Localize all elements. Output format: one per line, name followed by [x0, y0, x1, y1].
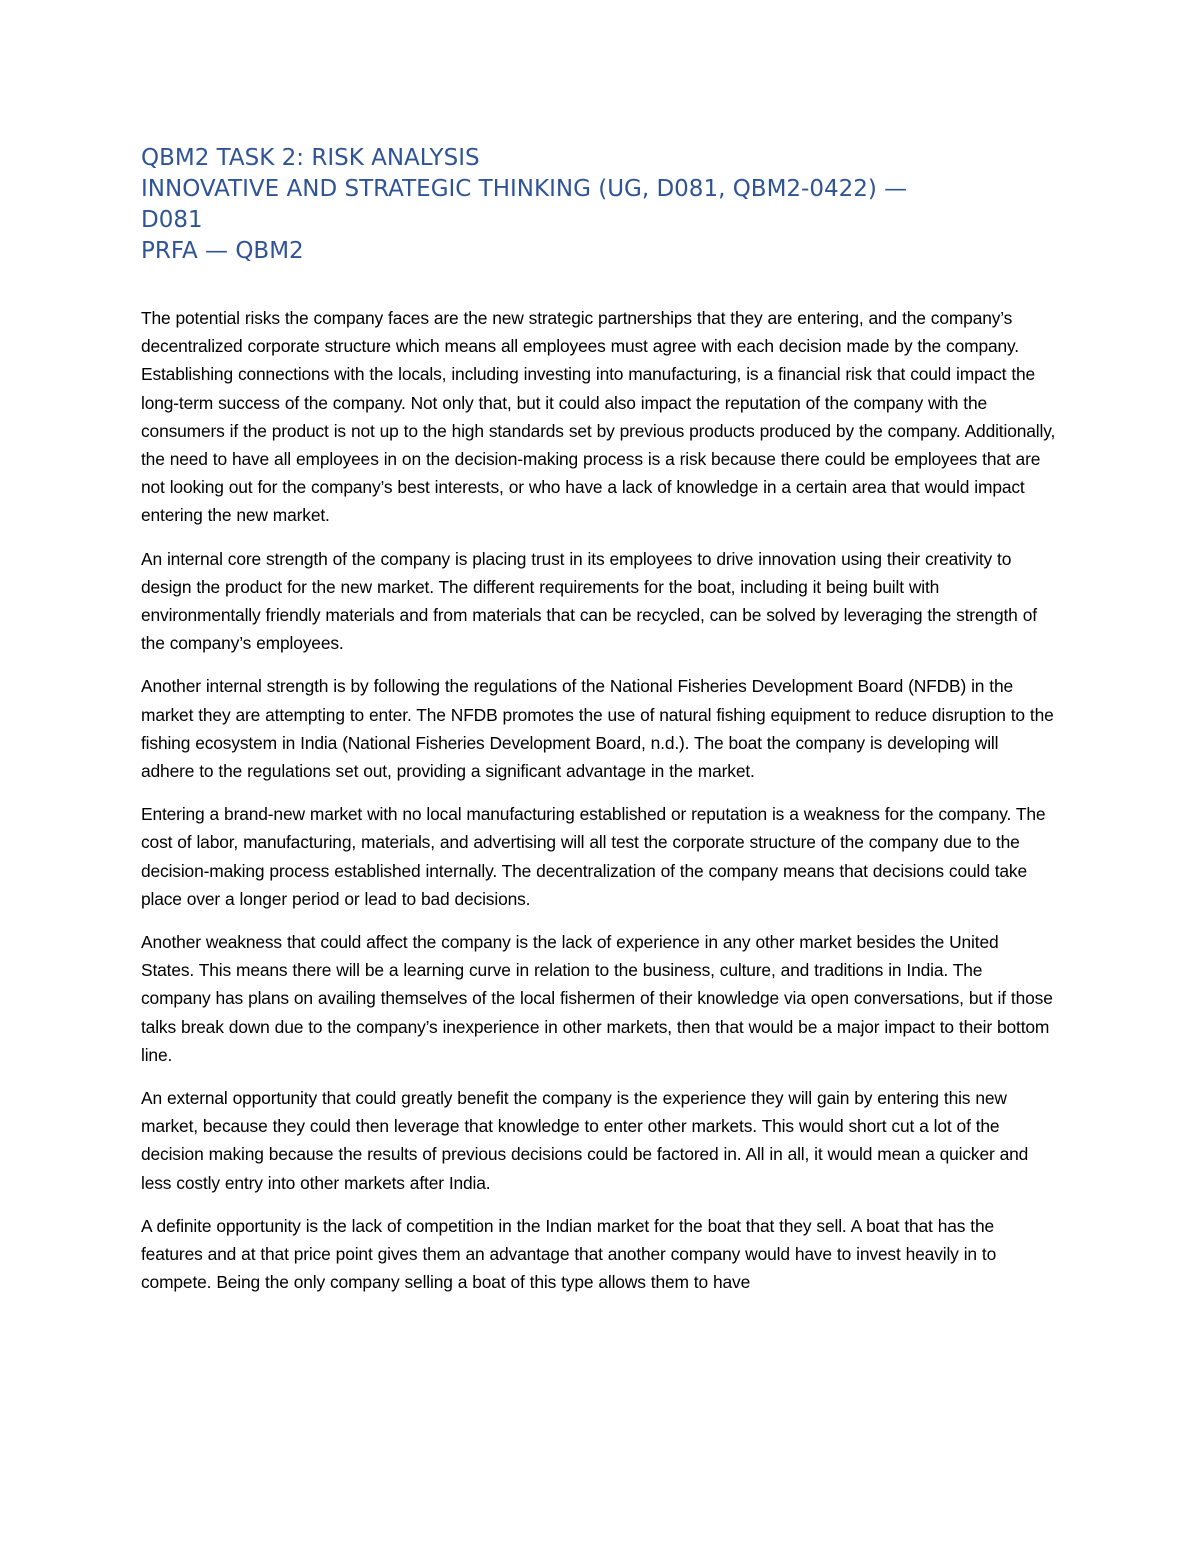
paragraph-internal-strength-regulations: Another internal strength is by following the regulations of the National Fisheries Development Board (NFDB) in the market they are attempting to enter. The NFDB promotes the use of natural fishing equipment to reduce disruption to the fishing ecosystem in India (National Fisheries Development Board, n.d.). The boat the company is developing will adhere to the regulations set out, providing a significant advantage in the market. — [141, 676, 1054, 782]
paragraph-weakness-experience: Another weakness that could affect the company is the lack of experience in any other market besides the United States. This means there will be a learning curve in relation to the business, culture, and traditions in India. The company has plans on availing themselves of the local fishermen of their knowledge via open conversations, but if those talks break down due to the company’s inexperience in other markets, then that would be a major impact to their bottom line. — [141, 932, 1053, 1065]
paragraph-risks: The potential risks the company faces are the new strategic partnerships that they are entering, and the company’s decentralized corporate structure which means all employees must agree with each decision made by the company. Establishing connections with the locals, including investing into manufacturing, is a financial risk that could impact the long-term success of the company. Not only that, but it could also impact the reputation of the company with the consumers if the product is not up to the high standards set by previous products produced by the company. Additionally, the need to have all employees in on the decision-making process is a risk because there could be employees that are not looking out for the company’s best interests, or who have a lack of knowledge in a certain area that would impact entering the new market. — [141, 308, 1056, 526]
title-line: PRFA — QBM2 — [141, 238, 304, 264]
document-title — [141, 143, 1056, 267]
paragraph-opportunity-experience: An external opportunity that could greatly benefit the company is the experience they will gain by entering this new market, because they could then leverage that knowledge to enter other markets. This would short cut a lot of the decision making because the results of previous decisions could be factored in. All in all, it would mean a quicker and less costly entry into other markets after India. — [141, 1088, 1029, 1193]
paragraph-opportunity-competition: A definite opportunity is the lack of competition in the Indian market for the boat that they sell. A boat that has the features and at that price point gives them an advantage that another company would have to invest heavily in to compete. Being the only company selling a boat of this type allows them to have — [141, 1215, 997, 1293]
title-line: INNOVATIVE AND STRATEGIC THINKING (UG, D081, QBM2-0422) — — [141, 176, 908, 202]
title-line: D081 — [141, 207, 203, 233]
title-line: QBM2 TASK 2: RISK ANALYSIS — [141, 145, 480, 171]
document-content — [141, 143, 1056, 1312]
paragraph-internal-strength-employees: An internal core strength of the company is placing trust in its employees to drive innovation using their creativity to design the product for the new market. The different requirements for the boat, including it being built with environmentally friendly materials and from materials that can be recycled, can be solved by leveraging the strength of the company’s employees. — [141, 548, 1037, 654]
paragraph-weakness-new-market: Entering a brand-new market with no local manufacturing established or reputation is a weakness for the company. The cost of labor, manufacturing, materials, and advertising will all test the corporate structure of the company due to the decision-making process established internally. The decentralization of the company means that decisions could take place over a longer period or lead to bad decisions. — [141, 804, 1046, 909]
